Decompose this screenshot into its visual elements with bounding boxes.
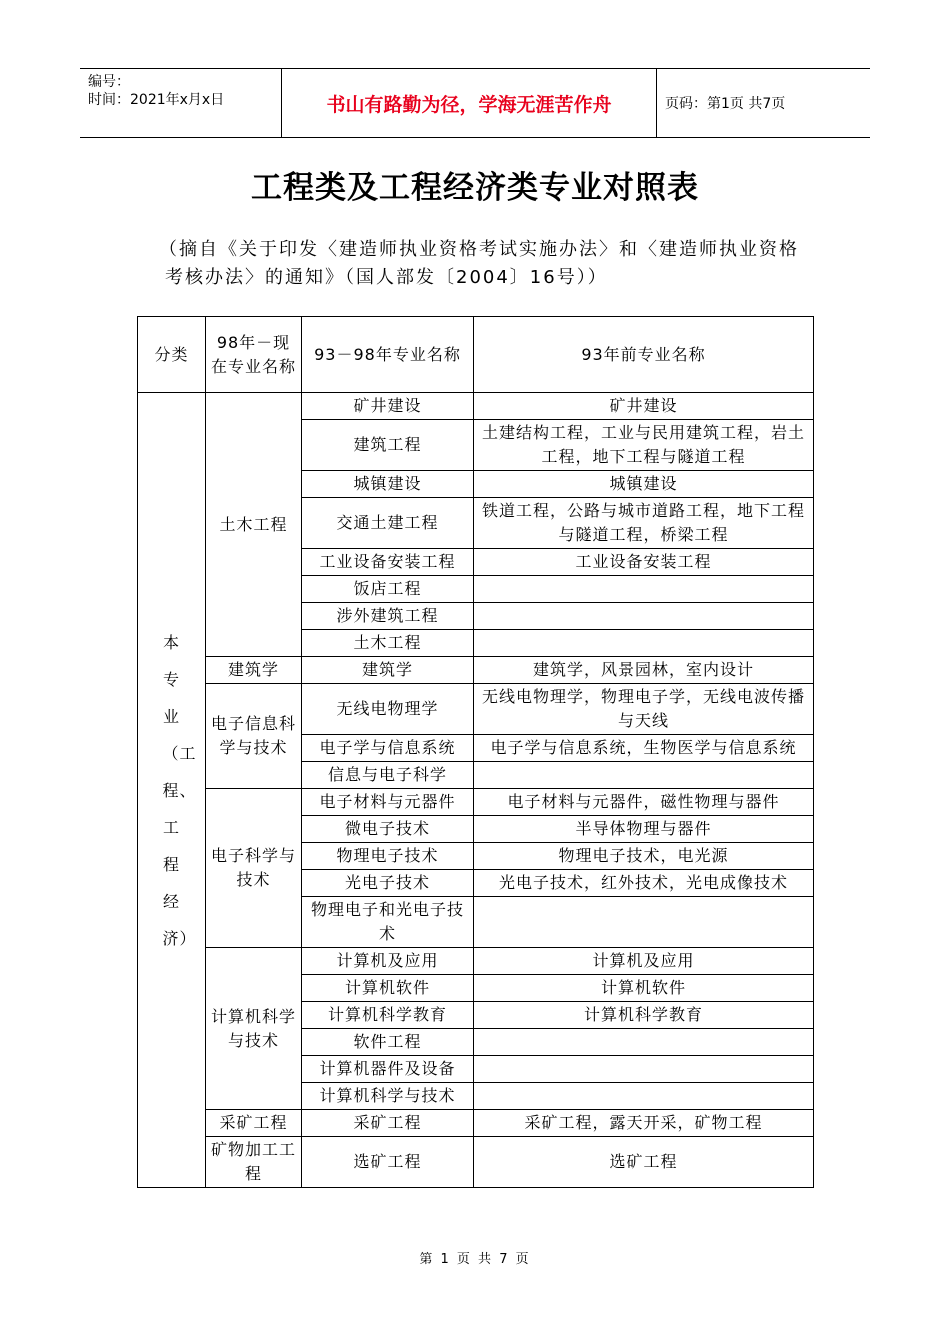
row-old bbox=[474, 630, 814, 657]
group-computer: 计算机科学与技术 bbox=[206, 948, 302, 1110]
row-mid: 交通土建工程 bbox=[302, 498, 474, 549]
row-old: 采矿工程，露天开采，矿物工程 bbox=[474, 1110, 814, 1137]
page-footer: 第 1 页 共 7 页 bbox=[419, 1252, 531, 1267]
group-civil: 土木工程 bbox=[206, 393, 302, 657]
row-mid: 物理电子和光电子技术 bbox=[302, 897, 474, 948]
table-row bbox=[138, 1137, 814, 1188]
row-mid: 计算机软件 bbox=[302, 975, 474, 1002]
row-mid: 土木工程 bbox=[302, 630, 474, 657]
row-old: 土建结构工程，工业与民用建筑工程，岩土工程，地下工程与隧道工程 bbox=[474, 420, 814, 471]
row-mid: 计算机器件及设备 bbox=[302, 1056, 474, 1083]
table-row bbox=[138, 684, 814, 735]
row-old bbox=[474, 897, 814, 948]
table-row bbox=[138, 657, 814, 684]
table-row bbox=[138, 1110, 814, 1137]
group-mineral: 矿物加工工程 bbox=[206, 1137, 302, 1188]
row-old: 电子材料与元器件，磁性物理与器件 bbox=[474, 789, 814, 816]
row-mid: 建筑工程 bbox=[302, 420, 474, 471]
row-old bbox=[474, 1029, 814, 1056]
row-mid: 工业设备安装工程 bbox=[302, 549, 474, 576]
row-old: 工业设备安装工程 bbox=[474, 549, 814, 576]
table-row bbox=[138, 789, 814, 816]
group-architecture: 建筑学 bbox=[206, 657, 302, 684]
document-header bbox=[80, 68, 870, 138]
header-93-98: 93－98年专业名称 bbox=[302, 317, 474, 393]
group-mining: 采矿工程 bbox=[206, 1110, 302, 1137]
header-category: 分类 bbox=[138, 317, 206, 393]
row-old: 城镇建设 bbox=[474, 471, 814, 498]
row-old: 电子学与信息系统，生物医学与信息系统 bbox=[474, 735, 814, 762]
table-header-row bbox=[138, 317, 814, 393]
major-comparison-table bbox=[137, 316, 814, 1188]
row-old: 无线电物理学，物理电子学，无线电波传播与天线 bbox=[474, 684, 814, 735]
row-old: 计算机软件 bbox=[474, 975, 814, 1002]
row-old: 计算机及应用 bbox=[474, 948, 814, 975]
group-electronic-info: 电子信息科学与技术 bbox=[206, 684, 302, 789]
row-old: 矿井建设 bbox=[474, 393, 814, 420]
row-mid: 物理电子技术 bbox=[302, 843, 474, 870]
row-mid: 计算机科学与技术 bbox=[302, 1083, 474, 1110]
row-old bbox=[474, 576, 814, 603]
row-old bbox=[474, 1083, 814, 1110]
row-old: 计算机科学教育 bbox=[474, 1002, 814, 1029]
row-mid: 无线电物理学 bbox=[302, 684, 474, 735]
page-subtitle: （摘自《关于印发〈建造师执业资格考试实施办法〉和〈建造师执业资格考核办法〉的通知》（国人部发〔2004〕16号）） bbox=[159, 239, 799, 288]
header-page-info: 页码：第1页 共7页 bbox=[665, 96, 786, 112]
row-old bbox=[474, 762, 814, 789]
row-old: 选矿工程 bbox=[474, 1137, 814, 1188]
row-old: 铁道工程，公路与城市道路工程，地下工程与隧道工程，桥梁工程 bbox=[474, 498, 814, 549]
row-mid: 计算机及应用 bbox=[302, 948, 474, 975]
row-mid: 信息与电子科学 bbox=[302, 762, 474, 789]
page-title: 工程类及工程经济类专业对照表 bbox=[251, 170, 699, 206]
header-motto: 书山有路勤为径，学海无涯苦作舟 bbox=[282, 69, 657, 137]
row-mid: 电子学与信息系统 bbox=[302, 735, 474, 762]
row-mid: 光电子技术 bbox=[302, 870, 474, 897]
row-old: 光电子技术，红外技术，光电成像技术 bbox=[474, 870, 814, 897]
row-mid: 计算机科学教育 bbox=[302, 1002, 474, 1029]
row-old: 半导体物理与器件 bbox=[474, 816, 814, 843]
row-mid: 饭店工程 bbox=[302, 576, 474, 603]
row-mid: 微电子技术 bbox=[302, 816, 474, 843]
number-label: 编号： bbox=[88, 74, 130, 90]
group-electronic-sci: 电子科学与技术 bbox=[206, 789, 302, 948]
row-old bbox=[474, 603, 814, 630]
header-meta bbox=[80, 69, 282, 137]
row-mid: 涉外建筑工程 bbox=[302, 603, 474, 630]
row-mid: 软件工程 bbox=[302, 1029, 474, 1056]
time-label: 时间：2021年x月x日 bbox=[88, 92, 225, 108]
row-mid: 电子材料与元器件 bbox=[302, 789, 474, 816]
row-mid: 城镇建设 bbox=[302, 471, 474, 498]
row-old bbox=[474, 1056, 814, 1083]
row-mid: 选矿工程 bbox=[302, 1137, 474, 1188]
row-mid: 建筑学 bbox=[302, 657, 474, 684]
row-old: 物理电子技术，电光源 bbox=[474, 843, 814, 870]
category-main: 本专业（工程、工程经济） bbox=[138, 393, 206, 1188]
row-mid: 采矿工程 bbox=[302, 1110, 474, 1137]
table-row bbox=[138, 393, 814, 420]
row-old: 建筑学，风景园林，室内设计 bbox=[474, 657, 814, 684]
table-row bbox=[138, 948, 814, 975]
header-since98: 98年－现在专业名称 bbox=[206, 317, 302, 393]
row-mid: 矿井建设 bbox=[302, 393, 474, 420]
header-pre93: 93年前专业名称 bbox=[474, 317, 814, 393]
